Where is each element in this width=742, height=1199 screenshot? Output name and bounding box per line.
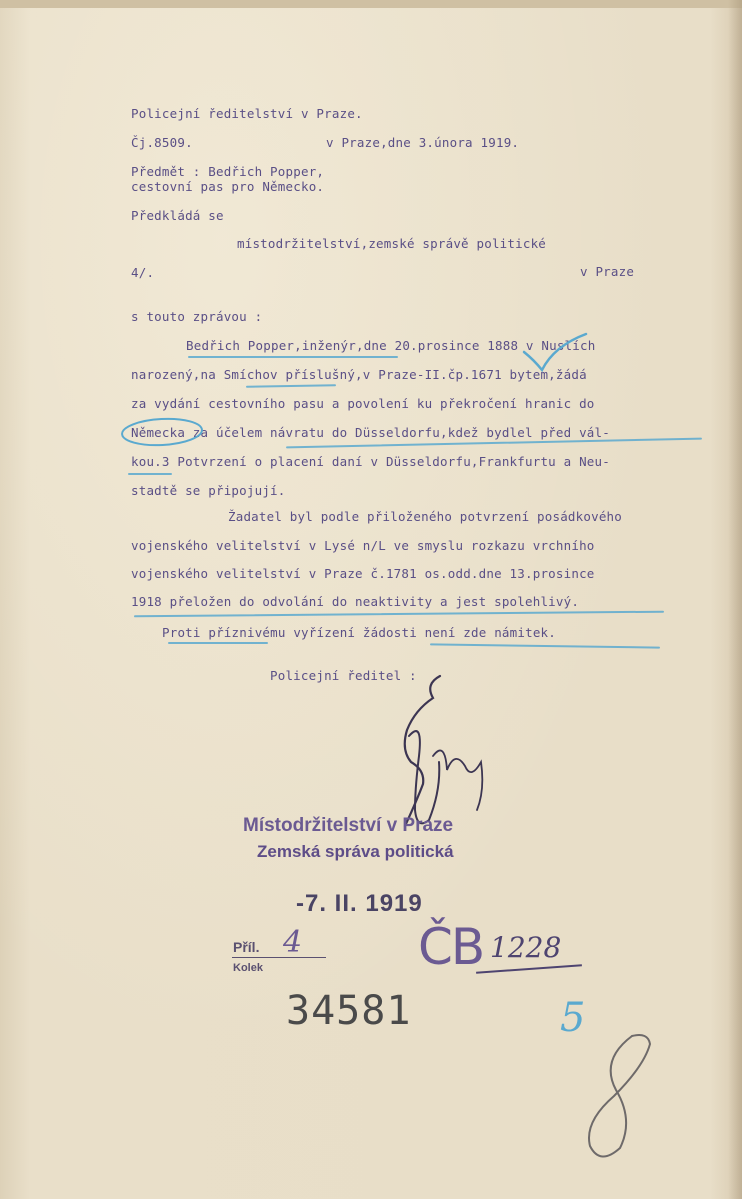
body-line: za vydání cestovního pasu a povolení ku překročení hranic do bbox=[131, 396, 595, 411]
intro-line: s touto zprávou : bbox=[131, 309, 263, 324]
submitted-line: Předkládá se bbox=[131, 208, 224, 223]
cb-underline bbox=[476, 964, 582, 973]
reference-number: Čj.8509. bbox=[131, 135, 193, 150]
pencil-figure-mark bbox=[560, 1030, 670, 1170]
blue-circle-mark bbox=[118, 415, 208, 449]
stamp-section: Zemská správa politická bbox=[257, 842, 454, 861]
kolek-label: Kolek bbox=[233, 962, 263, 974]
body-line: narozený,na Smíchov příslušný,v Praze-II.čp.1671 bytem,žádá bbox=[131, 367, 587, 382]
body-line: vojenského velitelství v Lysé n/L ve smyslu rozkazu vrchního bbox=[131, 538, 595, 553]
cb-label: ČB bbox=[418, 918, 484, 976]
stamp-divider bbox=[232, 957, 326, 958]
body-line: Německa za účelem návratu do Düsseldorfu,kdež bydlel před vál- bbox=[131, 425, 610, 440]
header-line: Policejní ředitelství v Praze. bbox=[131, 106, 363, 121]
blue-underline bbox=[430, 643, 660, 648]
pril-label: Příl. bbox=[233, 939, 260, 955]
recipient-city: v Praze bbox=[580, 264, 635, 279]
department-number: 4/. bbox=[131, 265, 155, 280]
body-line: 1918 přeložen do odvolání do neaktivity a jest spolehlivý. bbox=[131, 594, 580, 609]
cb-number: 1228 bbox=[490, 931, 562, 964]
body-line: stadtě se připojují. bbox=[131, 483, 286, 498]
body-line: kou.3 Potvrzení o placení daní v Düsseldorfu,Frankfurtu a Neu- bbox=[131, 454, 610, 469]
stamp-date: -7. II. 1919 bbox=[296, 890, 423, 917]
pril-value: 4 bbox=[283, 925, 303, 960]
closing-line: Proti příznivému vyřízení žádosti není zde námitek. bbox=[162, 625, 557, 640]
place-date: v Praze,dne 3.února 1919. bbox=[326, 135, 520, 150]
blue-check-icon bbox=[520, 330, 590, 378]
blue-underline bbox=[134, 611, 664, 618]
archive-number: 34581 bbox=[286, 988, 412, 1034]
page-right-shadow bbox=[728, 0, 742, 1199]
subject-continued: cestovní pas pro Německo. bbox=[131, 179, 325, 194]
page-top-edge bbox=[0, 0, 742, 8]
recipient-line: místodržitelství,zemské správě politické bbox=[237, 236, 547, 251]
blue-underline bbox=[246, 384, 336, 388]
subject-label: Předmět : Bedřich Popper, bbox=[131, 164, 325, 179]
stamp-office: Místodržitelství v Praze bbox=[243, 815, 454, 836]
signatory-line: Policejní ředitel : bbox=[270, 668, 417, 683]
blue-margin-mark: 5 bbox=[560, 995, 586, 1041]
body-line: vojenského velitelství v Praze č.1781 os.odd.dne 13.prosince bbox=[131, 566, 595, 581]
body-line: Žadatel byl podle přiloženého potvrzení posádkového bbox=[228, 509, 623, 524]
body-line: Bedřich Popper,inženýr,dne 20.prosince 1888 v Nuslích bbox=[186, 338, 596, 353]
blue-underline bbox=[188, 356, 398, 358]
blue-underline bbox=[168, 642, 268, 644]
blue-underline bbox=[128, 473, 172, 475]
